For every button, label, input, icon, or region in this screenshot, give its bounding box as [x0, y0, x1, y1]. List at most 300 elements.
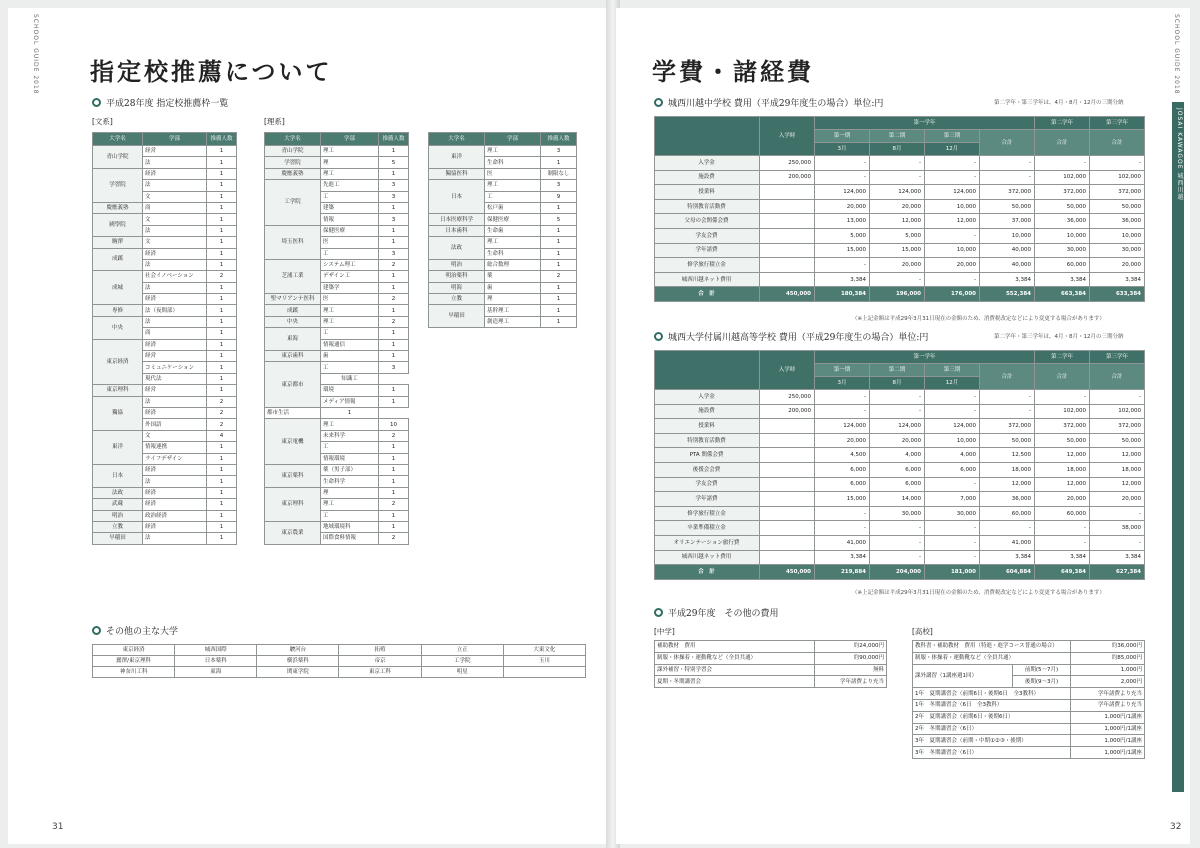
table-row: [429, 146, 577, 157]
count-cell: 1: [207, 180, 237, 191]
university-cell: 聖マリアンナ医科: [265, 294, 321, 305]
fee-value: 20,000: [870, 258, 925, 273]
cost-item: 制服・体操着・運動靴など（全員共通）: [913, 652, 1071, 664]
col-header: 第二学年: [1035, 351, 1090, 364]
faculty-cell: 外国語: [143, 419, 207, 430]
fee-value: 50,000: [1035, 199, 1090, 214]
page-title: 指定校推薦について: [90, 57, 333, 86]
fee-value: [760, 506, 815, 521]
table-row: [93, 146, 237, 157]
university-cell: 専修: [93, 305, 143, 316]
table-row: [93, 645, 586, 656]
fee-value: -: [925, 156, 980, 171]
university-cell: [503, 667, 585, 678]
col-header: 第一学年: [815, 351, 1035, 364]
fee-value: 5,000: [870, 228, 925, 243]
count-cell: 1: [207, 453, 237, 464]
count-cell: 1: [207, 385, 237, 396]
col-header: 学部: [143, 133, 207, 146]
table-row: [655, 419, 1145, 434]
faculty-cell: 理工: [485, 180, 541, 191]
table-row: [913, 747, 1145, 759]
fee-value: 3,384: [980, 550, 1035, 565]
section-heading: その他の主な大学: [92, 624, 178, 637]
fee-value: 124,000: [815, 185, 870, 200]
fee-value: 50,000: [1035, 433, 1090, 448]
faculty-cell: 文: [143, 237, 207, 248]
footnote: （※上記金額は平成29年3月31日現在の金額のため、消費税改定などにより変更する場合があります）: [852, 316, 1105, 322]
faculty-cell: 経営: [143, 146, 207, 157]
faculty-cell: 工: [321, 442, 379, 453]
faculty-cell: 法: [143, 396, 207, 407]
fee-value: 20,000: [815, 199, 870, 214]
count-cell: 1: [207, 499, 237, 510]
university-cell: 明治: [93, 510, 143, 521]
count-cell: 1: [379, 282, 409, 293]
faculty-cell: 薬（男子部）: [321, 464, 379, 475]
cost-value: 約24,000円: [815, 641, 887, 653]
footnote: （※上記金額は平成29年3月31日現在の金額のため、消費税改定などにより変更する場合があります）: [852, 590, 1105, 596]
fee-value: 30,000: [1090, 243, 1145, 258]
university-cell: 獨協: [93, 396, 143, 430]
count-cell: 1: [207, 157, 237, 168]
faculty-cell: 未来科学: [321, 430, 379, 441]
count-cell: 1: [541, 305, 577, 316]
fee-value: 6,000: [870, 462, 925, 477]
fee-value: 20,000: [870, 199, 925, 214]
count-cell: 1: [541, 202, 577, 213]
count-cell: 1: [207, 533, 237, 544]
cost-value: 2,000円: [1071, 676, 1145, 688]
cost-value: 約85,000円: [1071, 652, 1145, 664]
col-header: 合計: [1090, 130, 1145, 156]
faculty-cell: 医: [321, 237, 379, 248]
faculty-cell: 理工: [321, 305, 379, 316]
university-cell: 武蔵: [93, 499, 143, 510]
count-cell: 制限なし: [541, 168, 577, 179]
col-header: 合計: [980, 364, 1035, 390]
table-row: [265, 305, 409, 316]
fee-label: 施設費: [655, 170, 760, 185]
faculty-cell: 文: [143, 430, 207, 441]
category-label: [文系]: [92, 117, 113, 126]
university-cell: 國學院: [93, 214, 143, 237]
fee-value: 3,384: [980, 272, 1035, 287]
table-row: [93, 214, 237, 225]
count-cell: 1: [379, 202, 409, 213]
bullet-icon: [92, 98, 101, 107]
faculty-cell: 理: [321, 487, 379, 498]
table-row: [429, 305, 577, 316]
page-number: 32: [1170, 822, 1182, 832]
fee-value: 13,000: [815, 214, 870, 229]
fee-value: [760, 550, 815, 565]
count-cell: 1: [207, 248, 237, 259]
cost-subitem: 後期(9〜3月): [1013, 676, 1071, 688]
count-cell: 2: [379, 499, 409, 510]
col-header: 推薦人数: [541, 133, 577, 146]
count-cell: 1: [379, 237, 409, 248]
col-header: 8月: [870, 377, 925, 390]
section-note: 第二学年・第三学年は、4月・8月・12月の三期分納: [994, 100, 1124, 106]
fee-value: 372,000: [980, 185, 1035, 200]
count-cell: 1: [379, 487, 409, 498]
university-cell: 学習院: [265, 157, 321, 168]
table-row: [93, 464, 237, 475]
count-cell: 1: [321, 407, 379, 418]
count-cell: 1: [207, 214, 237, 225]
table-row: [265, 146, 409, 157]
col-header: 3月: [815, 143, 870, 156]
fee-value: [760, 185, 815, 200]
cost-item: 制服・体操着・運動靴など（全員共通）: [655, 652, 815, 664]
fee-value: 3,384: [1090, 550, 1145, 565]
col-header: 推薦人数: [207, 133, 237, 146]
cost-value: 約90,000円: [815, 652, 887, 664]
count-cell: 2: [379, 533, 409, 544]
table-row: [429, 237, 577, 248]
fee-value: 60,000: [980, 506, 1035, 521]
fee-value: [760, 535, 815, 550]
fee-value: -: [925, 272, 980, 287]
high-school-fee-table: [654, 350, 1145, 580]
fee-value: -: [870, 404, 925, 419]
fee-value: 10,000: [1035, 228, 1090, 243]
university-cell: 工学院: [265, 180, 321, 226]
table-row: [429, 168, 577, 179]
page-number: 31: [52, 822, 64, 832]
fee-value: -: [870, 535, 925, 550]
table-row: [913, 735, 1145, 747]
col-header: 第三期: [925, 130, 980, 143]
table-row: [655, 228, 1145, 243]
table-row: [655, 214, 1145, 229]
other-universities-table: [92, 644, 586, 678]
count-cell: 1: [379, 168, 409, 179]
faculty-cell: 歯: [485, 282, 541, 293]
count-cell: 1: [379, 328, 409, 339]
fee-value: 124,000: [870, 185, 925, 200]
high-school-other-costs: [912, 640, 1145, 759]
fee-value: 40,000: [980, 258, 1035, 273]
count-cell: 1: [207, 146, 237, 157]
fee-value: 124,000: [925, 419, 980, 434]
fee-value: 12,000: [1090, 448, 1145, 463]
table-row: [655, 565, 1145, 580]
table-row: [655, 652, 887, 664]
table-row: [93, 202, 237, 213]
fee-value: 10,000: [1090, 228, 1145, 243]
table-header-row: [429, 133, 577, 146]
fee-value: 181,000: [925, 565, 980, 580]
faculty-cell: 法: [143, 476, 207, 487]
faculty-cell: 理工: [485, 237, 541, 248]
fee-label: 卒業準備積立金: [655, 521, 760, 536]
university-cell: 明海: [429, 282, 485, 293]
faculty-cell: 保健医療: [485, 214, 541, 225]
fee-value: 18,000: [1035, 462, 1090, 477]
university-cell: 慶應義塾: [93, 202, 143, 213]
table-row: [913, 688, 1145, 700]
fee-value: [760, 492, 815, 507]
bullet-icon: [92, 626, 101, 635]
table-row: [429, 214, 577, 225]
fee-value: 372,000: [1090, 185, 1145, 200]
university-cell: 東京経済: [93, 339, 143, 385]
count-cell: 1: [207, 191, 237, 202]
university-cell: 玉川: [503, 656, 585, 667]
faculty-cell: 法: [143, 259, 207, 270]
fee-value: 372,000: [1090, 419, 1145, 434]
fee-value: 15,000: [870, 243, 925, 258]
university-cell: 東洋: [429, 146, 485, 169]
fee-value: 3,384: [1090, 272, 1145, 287]
running-head: SCHOOL GUIDE 2018: [1173, 14, 1180, 95]
col-header: 学部: [321, 133, 379, 146]
table-row: [429, 180, 577, 191]
col-header: 第三学年: [1090, 351, 1145, 364]
fee-value: -: [1035, 390, 1090, 405]
university-cell: 東京経済: [93, 645, 175, 656]
fee-value: 60,000: [1035, 258, 1090, 273]
table-row: [655, 521, 1145, 536]
fee-label: 入学金: [655, 390, 760, 405]
university-cell: 横浜薬科: [257, 656, 339, 667]
recommend-table-science-1: [264, 132, 409, 545]
university-cell: 東京理科: [265, 487, 321, 521]
fee-value: -: [870, 521, 925, 536]
count-cell: 1: [207, 351, 237, 362]
fee-value: -: [815, 404, 870, 419]
table-row: [93, 168, 237, 179]
fee-label: 特別教育活動費: [655, 433, 760, 448]
fee-value: -: [815, 258, 870, 273]
university-cell: 法政: [429, 237, 485, 260]
recommend-table-humanities: [92, 132, 237, 545]
table-row: [655, 550, 1145, 565]
table-row: [655, 641, 887, 653]
table-row: [655, 448, 1145, 463]
faculty-cell: 経済: [143, 339, 207, 350]
faculty-cell: 工: [321, 362, 379, 373]
fee-value: 200,000: [760, 404, 815, 419]
category-label: [高校]: [912, 627, 933, 636]
faculty-cell: 経営: [143, 351, 207, 362]
cost-value: 無料: [815, 664, 887, 676]
table-row: [655, 156, 1145, 171]
fee-value: -: [1090, 506, 1145, 521]
table-row: [655, 477, 1145, 492]
university-cell: 東京理科: [93, 385, 143, 396]
university-cell: 成蹊: [93, 248, 143, 271]
fee-value: -: [815, 506, 870, 521]
university-cell: 立教: [429, 294, 485, 305]
fee-value: 30,000: [1035, 243, 1090, 258]
count-cell: 4: [207, 430, 237, 441]
fee-value: 372,000: [1035, 185, 1090, 200]
fee-value: [760, 419, 815, 434]
fee-value: 20,000: [815, 433, 870, 448]
faculty-cell: 環境: [321, 385, 379, 396]
table-row: [93, 271, 237, 282]
fee-value: -: [1035, 535, 1090, 550]
faculty-cell: 情報通信: [321, 339, 379, 350]
bullet-icon: [654, 98, 663, 107]
count-cell: 2: [207, 271, 237, 282]
faculty-cell: メディア情報: [321, 396, 379, 407]
faculty-cell: 理工: [321, 146, 379, 157]
fee-value: -: [980, 170, 1035, 185]
fee-value: 36,000: [1090, 214, 1145, 229]
count-cell: 2: [379, 430, 409, 441]
count-cell: 1: [207, 339, 237, 350]
table-row: [265, 328, 409, 339]
count-cell: 2: [207, 419, 237, 430]
faculty-cell: 経済: [143, 464, 207, 475]
table-row: [265, 407, 409, 418]
fee-label: 授業料: [655, 419, 760, 434]
count-cell: 知識工: [321, 373, 379, 384]
faculty-cell: 経済: [143, 487, 207, 498]
fee-value: 204,000: [870, 565, 925, 580]
count-cell: 1: [379, 396, 409, 407]
table-row: [265, 521, 409, 532]
fee-value: 20,000: [925, 258, 980, 273]
table-row: [93, 521, 237, 532]
faculty-cell: デザイン工: [321, 271, 379, 282]
col-header: 第二学年: [1035, 117, 1090, 130]
university-cell: 埼玉医科: [265, 225, 321, 259]
fee-label: 学年諸費: [655, 243, 760, 258]
faculty-cell: 生命科学: [321, 476, 379, 487]
col-header: 第二期: [870, 364, 925, 377]
fee-value: 50,000: [1090, 433, 1145, 448]
col-header: 大学名: [429, 133, 485, 146]
fee-label: 施設費: [655, 404, 760, 419]
table-row: [265, 168, 409, 179]
count-cell: 1: [379, 339, 409, 350]
fee-value: 5,000: [815, 228, 870, 243]
count-cell: 1: [379, 464, 409, 475]
fee-value: 372,000: [1035, 419, 1090, 434]
section-heading: 平成29年度 その他の費用: [654, 606, 778, 619]
count-cell: 1: [207, 202, 237, 213]
count-cell: 5: [379, 157, 409, 168]
category-label: [理系]: [264, 117, 285, 126]
cost-value: 1,000円/1講座: [1071, 735, 1145, 747]
faculty-cell: 生命科: [485, 248, 541, 259]
table-row: [913, 641, 1145, 653]
table-row: [93, 487, 237, 498]
fee-value: 196,000: [870, 287, 925, 302]
count-cell: 1: [207, 510, 237, 521]
count-cell: 2: [379, 294, 409, 305]
col-header: 入学時: [760, 117, 815, 156]
faculty-cell: 経済: [143, 521, 207, 532]
cost-item: 1年 夏期講習会（前期6日・後期6日 全3教科）: [913, 688, 1071, 700]
fee-value: 604,884: [980, 565, 1035, 580]
fee-label: 授業料: [655, 185, 760, 200]
faculty-cell: 医: [485, 168, 541, 179]
count-cell: 1: [379, 442, 409, 453]
fee-label: 修学旅行積立金: [655, 506, 760, 521]
faculty-cell: 基幹理工: [485, 305, 541, 316]
count-cell: 1: [541, 225, 577, 236]
faculty-cell: 政治経済: [143, 510, 207, 521]
faculty-cell: 工: [321, 328, 379, 339]
university-cell: 大東文化: [503, 645, 585, 656]
fee-value: 6,000: [925, 462, 980, 477]
faculty-cell: 商: [143, 328, 207, 339]
table-row: [93, 248, 237, 259]
faculty-cell: 情報連携: [143, 442, 207, 453]
count-cell: 1: [379, 146, 409, 157]
fee-value: -: [870, 156, 925, 171]
fee-label: 父母の会関係会費: [655, 214, 760, 229]
fee-label: 合 計: [655, 287, 760, 302]
university-cell: 東京都市: [265, 362, 321, 408]
table-row: [429, 259, 577, 270]
table-row: [265, 180, 409, 191]
count-cell: 3: [541, 146, 577, 157]
running-head: SCHOOL GUIDE 2018: [32, 14, 39, 95]
fee-value: [760, 477, 815, 492]
faculty-cell: 理: [485, 294, 541, 305]
fee-value: 4,000: [925, 448, 980, 463]
fee-value: [760, 448, 815, 463]
fee-value: 10,000: [980, 228, 1035, 243]
table-row: [265, 419, 409, 430]
col-header: 12月: [925, 377, 980, 390]
fee-value: -: [925, 535, 980, 550]
table-row: [913, 652, 1145, 664]
table-row: [93, 430, 237, 441]
section-heading: 城西大学付属川越高等学校 費用（平成29年度生の場合）単位:円: [654, 330, 928, 343]
table-row: [655, 185, 1145, 200]
count-cell: 1: [379, 305, 409, 316]
count-cell: 9: [541, 191, 577, 202]
faculty-cell: 先進工: [321, 180, 379, 191]
fee-value: 10,000: [925, 433, 980, 448]
count-cell: 1: [379, 476, 409, 487]
left-page: [8, 8, 608, 844]
fee-value: 219,884: [815, 565, 870, 580]
count-cell: 1: [207, 168, 237, 179]
university-cell: 東海: [265, 328, 321, 351]
fee-value: 12,500: [980, 448, 1035, 463]
table-row: [265, 487, 409, 498]
cost-value: 1,000円/1講座: [1071, 711, 1145, 723]
faculty-cell: 地域環境科: [321, 521, 379, 532]
table-row: [93, 499, 237, 510]
university-cell: 中央: [265, 316, 321, 327]
table-row: [655, 433, 1145, 448]
fee-value: -: [980, 404, 1035, 419]
count-cell: 1: [379, 225, 409, 236]
col-header: 3月: [815, 377, 870, 390]
fee-value: 633,384: [1090, 287, 1145, 302]
fee-value: -: [1035, 156, 1090, 171]
fee-value: 41,000: [815, 535, 870, 550]
table-row: [655, 272, 1145, 287]
count-cell: 5: [541, 214, 577, 225]
fee-value: 41,000: [980, 535, 1035, 550]
col-header: 大学名: [93, 133, 143, 146]
table-row: [265, 464, 409, 475]
fee-value: 10,000: [925, 199, 980, 214]
count-cell: 1: [207, 373, 237, 384]
fee-value: 12,000: [1090, 477, 1145, 492]
